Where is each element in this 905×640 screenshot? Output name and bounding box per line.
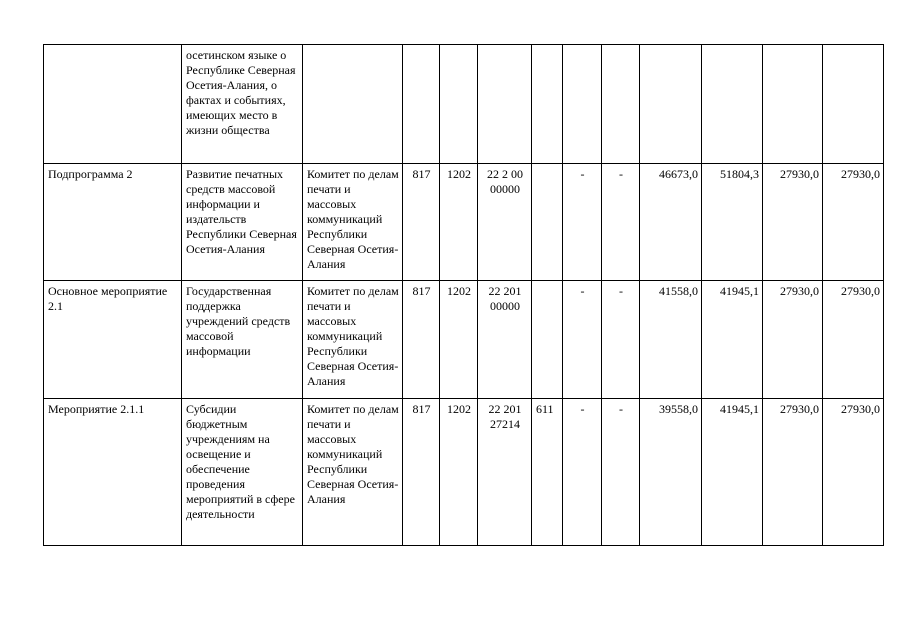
dash-cell-1: - [563, 164, 602, 281]
value-cell-2: 41945,1 [702, 281, 763, 399]
table-row [44, 281, 884, 399]
dash-cell-2: - [602, 399, 640, 546]
csr-code-cell: 22 201 00000 [478, 281, 532, 399]
rzpr-code-cell: 1202 [440, 399, 478, 546]
table-row [44, 45, 884, 164]
table-row [44, 164, 884, 281]
dash-cell-2: - [602, 281, 640, 399]
vr-code-cell: 611 [532, 399, 563, 546]
executor-cell [303, 45, 403, 164]
value-cell-4: 27930,0 [823, 399, 884, 546]
dash-cell-1: - [563, 281, 602, 399]
vr-code-cell [532, 164, 563, 281]
value-cell-3: 27930,0 [763, 281, 823, 399]
executor-cell: Комитет по делам печати и массовых коммуникаций Республики Северная Осетия-Алания [303, 399, 403, 546]
grbs-code-cell [403, 45, 440, 164]
value-cell-4: 27930,0 [823, 164, 884, 281]
rzpr-code-cell [440, 45, 478, 164]
dash-cell-2 [602, 45, 640, 164]
value-cell-2 [702, 45, 763, 164]
value-cell-4 [823, 45, 884, 164]
dash-cell-2: - [602, 164, 640, 281]
executor-cell: Комитет по делам печати и массовых коммуникаций Республики Северная Осетия-Алания [303, 164, 403, 281]
rzpr-code-cell: 1202 [440, 164, 478, 281]
grbs-code-cell: 817 [403, 399, 440, 546]
description-cell: осетинском языке о Республике Северная Осетия-Алания, о фактах и событиях, имеющих место в жизни общества [182, 45, 303, 164]
program-name-cell: Мероприятие 2.1.1 [44, 399, 182, 546]
value-cell-3 [763, 45, 823, 164]
value-cell-1: 41558,0 [640, 281, 702, 399]
budget-table [43, 44, 884, 546]
dash-cell-1: - [563, 399, 602, 546]
value-cell-3: 27930,0 [763, 399, 823, 546]
description-cell: Государственная поддержка учреждений средств массовой информации [182, 281, 303, 399]
csr-code-cell: 22 201 27214 [478, 399, 532, 546]
description-cell: Развитие печатных средств массовой информации и издательств Республики Северная Осетия-Алания [182, 164, 303, 281]
value-cell-3: 27930,0 [763, 164, 823, 281]
value-cell-1 [640, 45, 702, 164]
value-cell-2: 41945,1 [702, 399, 763, 546]
program-name-cell: Подпрограмма 2 [44, 164, 182, 281]
dash-cell-1 [563, 45, 602, 164]
vr-code-cell [532, 45, 563, 164]
value-cell-1: 39558,0 [640, 399, 702, 546]
value-cell-4: 27930,0 [823, 281, 884, 399]
csr-code-cell [478, 45, 532, 164]
program-name-cell [44, 45, 182, 164]
executor-cell: Комитет по делам печати и массовых коммуникаций Республики Северная Осетия-Алания [303, 281, 403, 399]
table-row [44, 399, 884, 546]
table-body [44, 45, 884, 546]
vr-code-cell [532, 281, 563, 399]
csr-code-cell: 22 2 00 00000 [478, 164, 532, 281]
grbs-code-cell: 817 [403, 281, 440, 399]
value-cell-1: 46673,0 [640, 164, 702, 281]
program-name-cell: Основное мероприятие 2.1 [44, 281, 182, 399]
rzpr-code-cell: 1202 [440, 281, 478, 399]
value-cell-2: 51804,3 [702, 164, 763, 281]
description-cell: Субсидии бюджетным учреждениям на освещение и обеспечение проведения мероприятий в сфере деятельности [182, 399, 303, 546]
grbs-code-cell: 817 [403, 164, 440, 281]
